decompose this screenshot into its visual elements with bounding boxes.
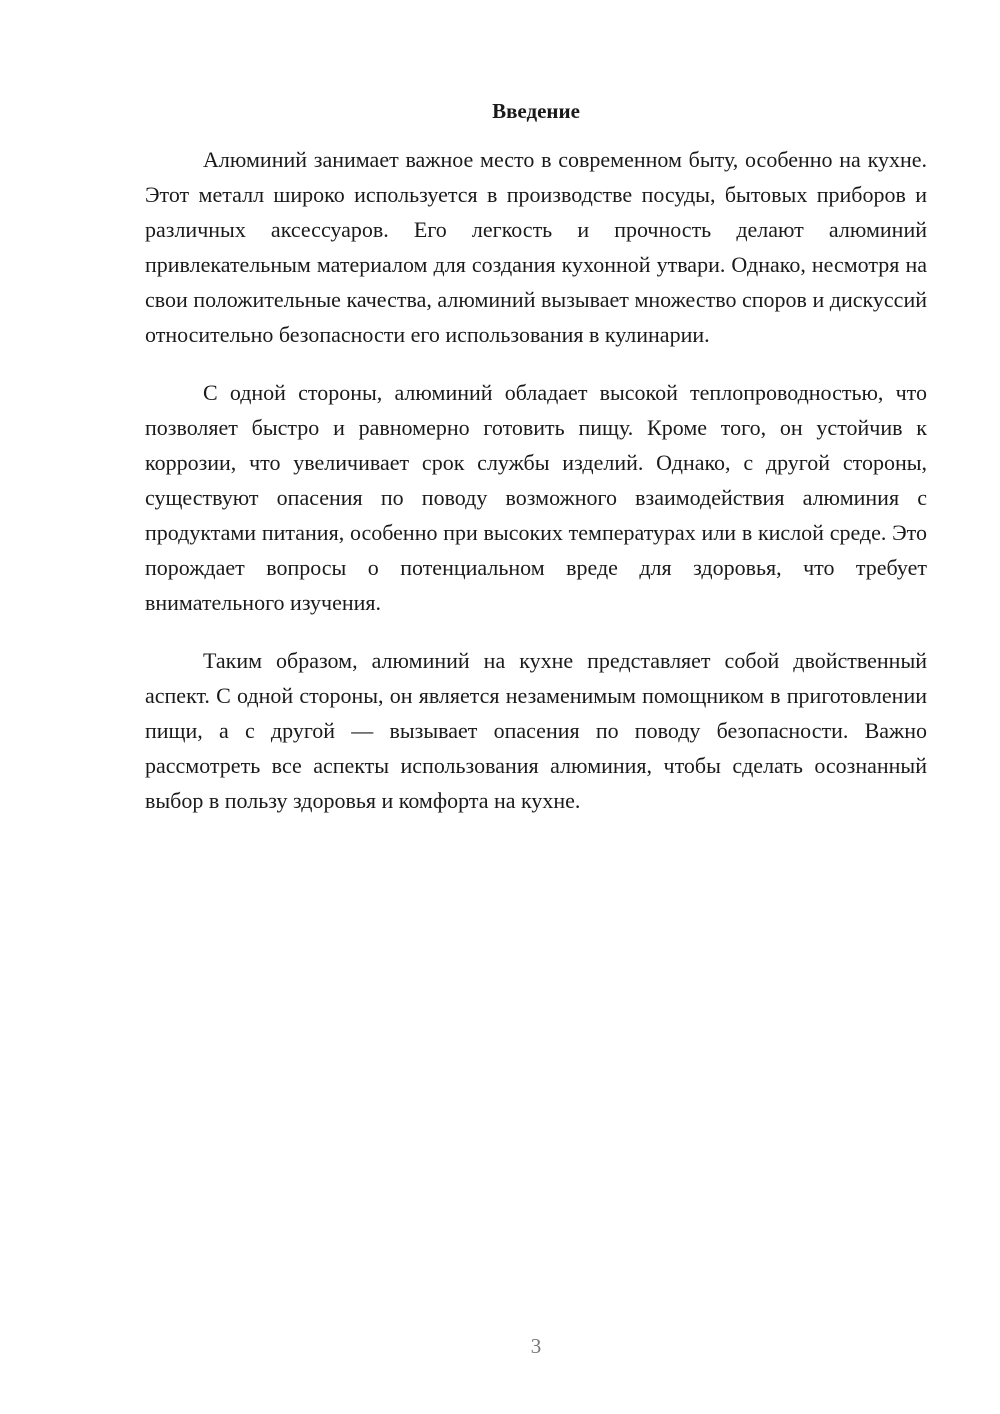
body-text [145, 142, 927, 841]
paragraph-1: Алюминий занимает важное место в современном быту, особенно на кухне. Этот металл широко используется в производстве посуды, бытовых приборов и различных аксессуаров. Его легкость и прочность делают алюминий привлекательным материалом для создания кухонной утвари. Однако, несмотря на свои положительные качества, алюминий вызывает множество споров и дискуссий относительно безопасности его использования в кулинарии. [145, 147, 927, 347]
page-number: 3 [530, 1334, 542, 1358]
paragraph-3: Таким образом, алюминий на кухне представляет собой двойственный аспект. С одной стороны, он является незаменимым помощником в приготовлении пищи, а с другой — вызывает опасения по поводу безопасности. Важно рассмотреть все аспекты использования алюминия, чтобы сделать осознанный выбор в пользу здоровья и комфорта на кухне. [145, 648, 927, 813]
section-heading: Введение [492, 99, 580, 123]
paragraph-2: С одной стороны, алюминий обладает высокой теплопроводностью, что позволяет быстро и равномерно готовить пищу. Кроме того, он устойчив к коррозии, что увеличивает срок службы изделий. Однако, с другой стороны, существуют опасения по поводу возможного взаимодействия алюминия с продуктами питания, особенно при высоких температурах или в кислой среде. Это порождает вопросы о потенциальном вреде для здоровья, что требует внимательного изучения. [145, 380, 927, 615]
